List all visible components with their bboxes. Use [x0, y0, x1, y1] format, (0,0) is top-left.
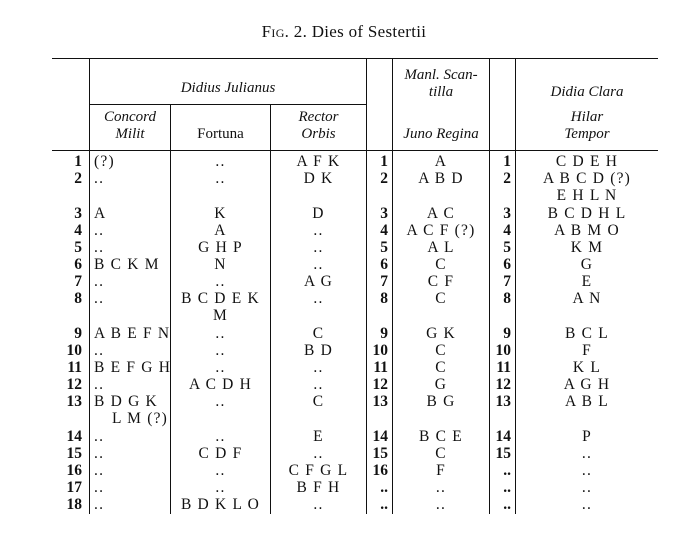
cell-juno: A C F (?)	[406, 222, 476, 239]
cell-hilar: G	[580, 256, 594, 273]
row-number-manlia: 10	[372, 342, 388, 359]
row-number-didia: 10	[495, 342, 511, 359]
cell-fortuna: ..	[215, 479, 226, 496]
row-number: 3	[74, 205, 82, 222]
cell-rector: ..	[313, 290, 324, 307]
cell-hilar: E	[581, 273, 593, 290]
cell-rector: C	[312, 393, 325, 410]
row-number: 5	[74, 239, 82, 256]
col-rector-line2: Orbis	[301, 126, 336, 142]
cell-concord: ..	[94, 445, 105, 462]
cell-rector: ..	[313, 445, 324, 462]
group-manlia-line1: Manl. Scan-	[404, 67, 478, 83]
figure-title	[0, 22, 688, 42]
cell-fortuna: ..	[215, 153, 226, 170]
cell-juno: A B D	[418, 170, 464, 187]
cell-rector: C F G L	[288, 462, 349, 479]
cell-concord: ..	[94, 428, 105, 445]
cell-concord: ..	[94, 496, 105, 513]
row-number-manlia: 5	[380, 239, 388, 256]
row-number-didia: 3	[503, 205, 511, 222]
cell-rector: A G	[303, 273, 333, 290]
col-hilar-line1: Hilar	[570, 109, 604, 125]
row-number-didia: 12	[495, 376, 511, 393]
cell-concord: ..	[94, 342, 105, 359]
col-concord-line1: Concord	[104, 109, 156, 125]
row-number-didia: 11	[496, 359, 511, 376]
cell-juno: A C	[426, 205, 456, 222]
row-number-didia: 13	[495, 393, 511, 410]
row-number-manlia: 6	[380, 256, 388, 273]
row-number: 10	[66, 342, 82, 359]
cell-rector: D	[312, 205, 325, 222]
cell-juno: A L	[427, 239, 455, 256]
cell-juno: C F	[427, 273, 455, 290]
cell-fortuna: ..	[215, 170, 226, 187]
cell-fortuna: B C D E K	[181, 290, 260, 307]
row-number: 14	[66, 428, 82, 445]
cell-rector: ..	[313, 496, 324, 513]
row-number-manlia: 16	[372, 462, 388, 479]
row-number: 1	[74, 153, 82, 170]
row-number: 8	[74, 290, 82, 307]
row-number-didia: 5	[503, 239, 511, 256]
cell-concord: ..	[94, 239, 105, 256]
cell-fortuna: ..	[215, 325, 226, 342]
cell-concord: A B E F N	[94, 325, 171, 342]
cell-juno: C	[435, 290, 447, 307]
cell-hilar: ..	[581, 462, 593, 479]
cell-hilar: K M	[570, 239, 604, 256]
row-number: 17	[66, 479, 82, 496]
cell-juno: B G	[426, 393, 456, 410]
cell-concord: ..	[94, 376, 105, 393]
row-number-didia: ..	[503, 496, 511, 513]
row-number-manlia: 1	[380, 153, 388, 170]
row-number-didia: 4	[503, 222, 511, 239]
row-number-didia: 14	[495, 428, 511, 445]
col-hilar-line2: Tempor	[564, 126, 610, 142]
col-juno-regina: Juno Regina	[403, 126, 479, 142]
cell-juno: C	[435, 256, 447, 273]
cell-hilar: B C L	[565, 325, 609, 342]
figure-label: Fig. 2.	[261, 22, 308, 41]
cell-hilar: K L	[572, 359, 602, 376]
cell-fortuna: K	[214, 205, 227, 222]
header-rule	[52, 150, 658, 151]
cell-fortuna: ..	[215, 342, 226, 359]
row-number-didia: 15	[495, 445, 511, 462]
cell-fortuna: ..	[215, 428, 226, 445]
figure-caption: Dies of Sestertii	[311, 22, 427, 41]
cell-rector: C	[312, 325, 325, 342]
row-number-didia: ..	[503, 462, 511, 479]
cell-hilar: A N	[572, 290, 602, 307]
row-number: 11	[67, 359, 82, 376]
cell-fortuna: ..	[215, 462, 226, 479]
cell-hilar: A B C D (?)	[542, 170, 632, 187]
cell-fortuna-continued: M	[213, 307, 228, 324]
row-number: 4	[74, 222, 82, 239]
row-number: 7	[74, 273, 82, 290]
row-number-manlia: ..	[380, 496, 388, 513]
cell-rector: ..	[313, 359, 324, 376]
cell-rector: E	[313, 428, 324, 445]
cell-hilar: B C D H L	[547, 205, 627, 222]
row-number-manlia: 13	[372, 393, 388, 410]
cell-concord: ..	[94, 479, 105, 496]
cell-fortuna: N	[214, 256, 227, 273]
cell-hilar: A B M O	[554, 222, 620, 239]
cell-concord: ..	[94, 290, 105, 307]
cell-hilar: C D E H	[555, 153, 619, 170]
col-rector-line1: Rector	[298, 109, 339, 125]
cell-rector: ..	[313, 256, 324, 273]
cell-hilar: A G H	[563, 376, 611, 393]
row-number-manlia: 7	[380, 273, 388, 290]
row-number-didia: 8	[503, 290, 511, 307]
row-number: 18	[66, 496, 82, 513]
cell-fortuna: ..	[215, 393, 226, 410]
cell-juno: B C E	[419, 428, 463, 445]
row-number-manlia: 15	[372, 445, 388, 462]
row-number: 6	[74, 256, 82, 273]
col-concord-line2: Milit	[115, 126, 145, 142]
cell-fortuna: A	[214, 222, 227, 239]
cell-hilar: F	[582, 342, 592, 359]
row-number-manlia: 2	[380, 170, 388, 187]
group-didia-clara: Didia Clara	[550, 84, 624, 100]
cell-rector: ..	[313, 376, 324, 393]
cell-concord: ..	[94, 222, 105, 239]
cell-fortuna: B D K L O	[180, 496, 261, 513]
cell-hilar: ..	[581, 445, 593, 462]
cell-juno: A	[434, 153, 448, 170]
cell-fortuna: ..	[215, 359, 226, 376]
cell-concord: ..	[94, 462, 105, 479]
cell-rector: B D	[303, 342, 333, 359]
cell-rector: ..	[313, 222, 324, 239]
group-manlia-line2: tilla	[428, 84, 454, 100]
cell-concord: A	[94, 205, 107, 222]
cell-juno: ..	[435, 496, 447, 513]
cell-concord-continued: L M (?)	[112, 410, 169, 427]
cell-juno: C	[435, 342, 447, 359]
row-number-didia: 6	[503, 256, 511, 273]
row-number-manlia: 4	[380, 222, 388, 239]
row-number: 15	[66, 445, 82, 462]
row-number-didia: ..	[503, 479, 511, 496]
row-number-didia: 7	[503, 273, 511, 290]
row-number: 2	[74, 170, 82, 187]
row-number-manlia: 12	[372, 376, 388, 393]
cell-hilar: A B L	[565, 393, 609, 410]
cell-rector: A F K	[296, 153, 341, 170]
row-number-didia: 1	[503, 153, 511, 170]
cell-concord: ..	[94, 170, 105, 187]
cell-concord: B C K M	[94, 256, 160, 273]
cell-fortuna: C D F	[198, 445, 243, 462]
row-number-manlia: ..	[380, 479, 388, 496]
row-number-manlia: 8	[380, 290, 388, 307]
row-number: 9	[74, 325, 82, 342]
row-number: 16	[66, 462, 82, 479]
cell-fortuna: A C D H	[188, 376, 253, 393]
cell-hilar: ..	[581, 479, 593, 496]
cell-hilar-continued: E H L N	[556, 187, 618, 204]
cell-hilar: P	[582, 428, 592, 445]
row-number: 13	[66, 393, 82, 410]
row-number-manlia: 9	[380, 325, 388, 342]
top-rule	[52, 58, 658, 59]
cell-hilar: ..	[581, 496, 593, 513]
cell-juno: C	[435, 359, 447, 376]
cell-rector: D K	[303, 170, 334, 187]
cell-juno: F	[436, 462, 446, 479]
cell-concord: ..	[94, 273, 105, 290]
cell-juno: G	[434, 376, 448, 393]
cell-concord: (?)	[94, 153, 115, 170]
cell-fortuna: ..	[215, 273, 226, 290]
row-number-didia: 9	[503, 325, 511, 342]
col-fortuna: Fortuna	[197, 126, 244, 142]
group-didius-julianus: Didius Julianus	[180, 80, 276, 96]
cell-juno: ..	[435, 479, 447, 496]
row-number-manlia: 3	[380, 205, 388, 222]
cell-rector: ..	[313, 239, 324, 256]
row-number-didia: 2	[503, 170, 511, 187]
didius-group-rule	[90, 104, 366, 105]
row-number: 12	[66, 376, 82, 393]
cell-fortuna: G H P	[198, 239, 243, 256]
cell-concord: B D G K	[94, 393, 158, 410]
cell-rector: B F H	[296, 479, 341, 496]
row-number-manlia: 14	[372, 428, 388, 445]
cell-juno: G K	[426, 325, 456, 342]
cell-concord: B E F G H	[94, 359, 172, 376]
cell-juno: C	[435, 445, 447, 462]
row-number-manlia: 11	[373, 359, 388, 376]
